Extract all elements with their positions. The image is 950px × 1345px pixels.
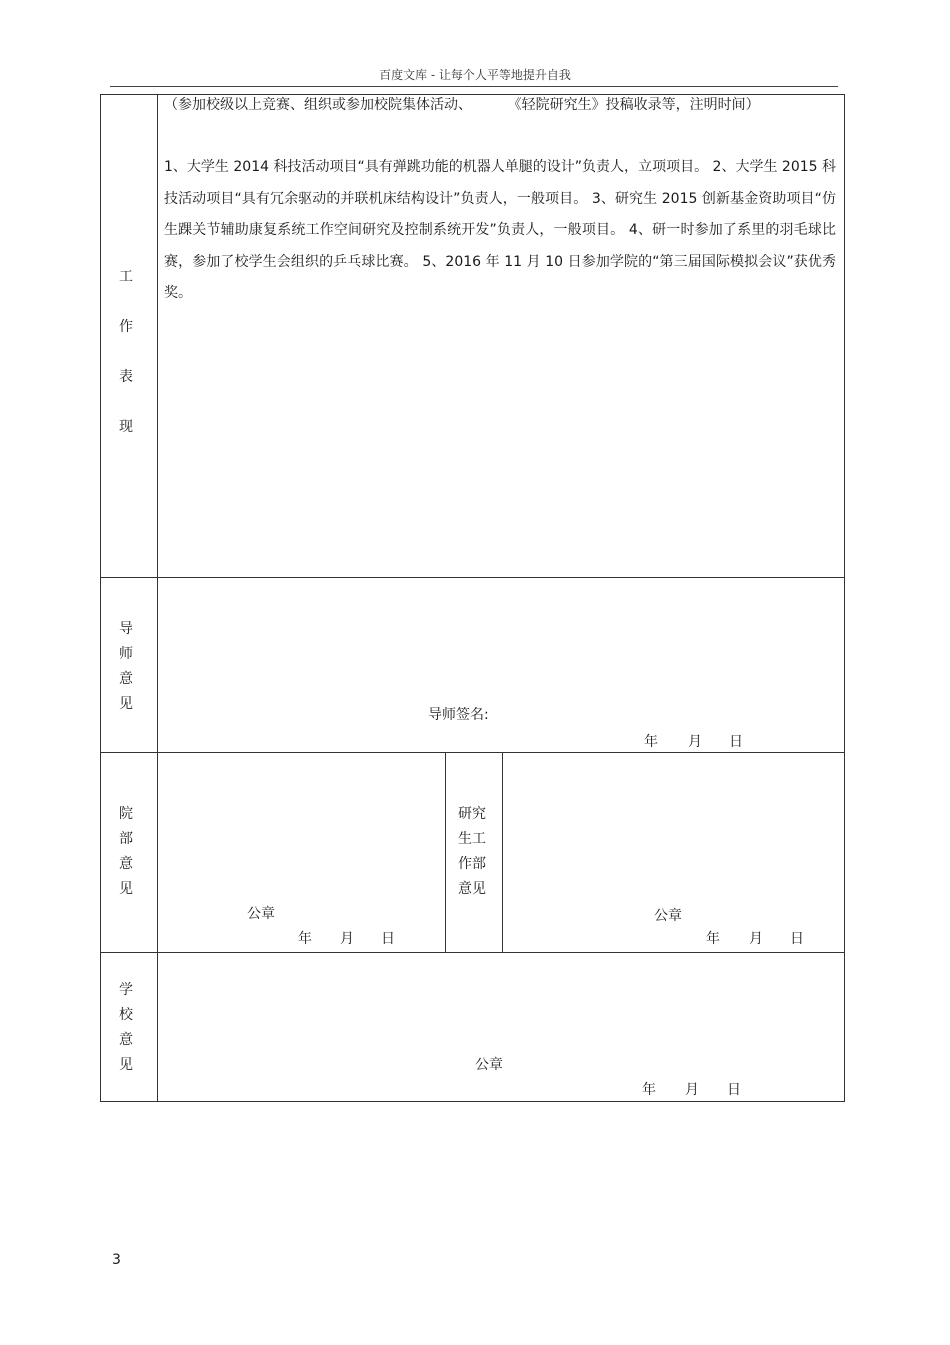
work-content: 1、大学生 2014 科技活动项目“具有弹跳功能的机器人单腿的设计”负责人，立项项目。 2、大学生 2015 科技活动项目“具有冗余驱动的并联机床结构设计”负责人，一般项目。 3、研究生 2015 创新基金资助项目“仿生踝关节辅助康复系统工作空间研究及控制系统开发”负责人，一般项目。 4、研一时参加了系里的羽毛球比赛，参加了校学生会组织的乒乓球比赛。 5、2016 年 11 月 10 日参加学院的“第三届国际模拟会议”获优秀奖。 (164, 159, 836, 301)
school-month: 月 (685, 1082, 699, 1098)
college-day: 日 (381, 931, 395, 947)
advisor-day: 日 (729, 734, 743, 750)
advisor-month: 月 (688, 734, 702, 750)
school-seal: 公章 (475, 1057, 503, 1073)
college-label: 院 部 意 见 (119, 806, 133, 897)
school-year: 年 (642, 1082, 656, 1098)
college-content-cell (157, 752, 446, 953)
college-month: 月 (340, 931, 354, 947)
college-seal: 公章 (247, 906, 275, 922)
advisor-content-cell (157, 577, 845, 753)
grad-label: 研究 生工 作部 意见 (458, 806, 486, 897)
grad-month: 月 (749, 931, 763, 947)
page-number: 3 (112, 1252, 121, 1268)
work-label: 工 作 表 现 (119, 269, 133, 435)
school-day: 日 (727, 1082, 741, 1098)
page-header: 百度文库 - 让每个人平等地提升自我 (379, 68, 571, 82)
school-label: 学 校 意 见 (119, 982, 133, 1073)
advisor-signature-label: 导师签名: (428, 707, 489, 723)
work-note: （参加校级以上竞赛、组织或参加校院集体活动、 《轻院研究生》投稿收录等，注明时间） (164, 97, 760, 113)
grad-year: 年 (706, 931, 720, 947)
college-year: 年 (298, 931, 312, 947)
grad-day: 日 (790, 931, 804, 947)
advisor-label: 导 师 意 见 (119, 621, 133, 712)
grad-seal: 公章 (654, 908, 682, 924)
header-divider (110, 86, 838, 87)
school-content-cell (157, 952, 845, 1102)
advisor-year: 年 (644, 734, 658, 750)
